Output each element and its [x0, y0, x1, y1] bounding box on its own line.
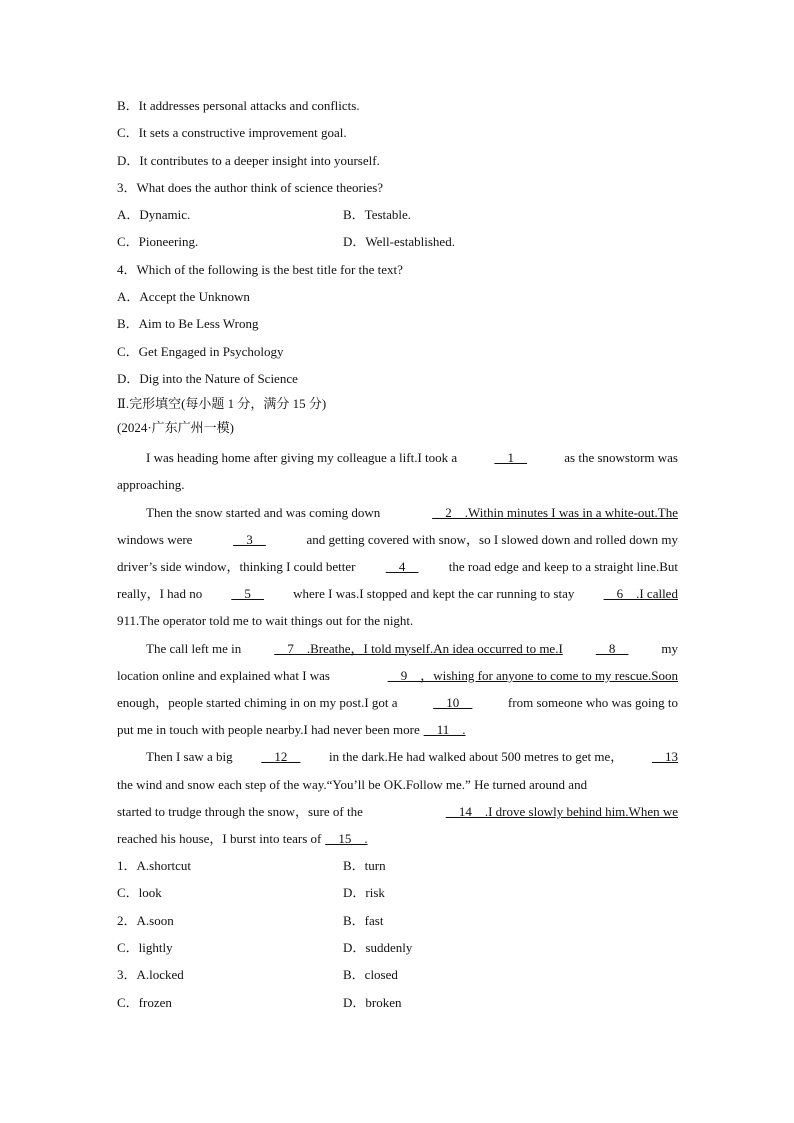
- passage-line: reached his house，I burst into tears of __15__.: [117, 825, 678, 852]
- q4-option-a: A．Accept the Unknown: [117, 289, 250, 305]
- q2-option-d: D．It contributes to a deeper insight into yourself.: [117, 152, 380, 168]
- passage-line: approaching.: [117, 477, 185, 493]
- blank-11: __11__.: [423, 722, 466, 738]
- cloze-passage: [117, 444, 678, 852]
- answer-option: D．risk: [343, 885, 385, 901]
- q3-option-d: D．Well-established.: [343, 234, 455, 250]
- answer-row: [117, 852, 678, 879]
- passage-line: The call left me in __7__.Breathe，I told myself.An idea occurred to me.I __8__ my: [117, 635, 678, 662]
- q2-option-c: C．It sets a constructive improvement goal.: [117, 125, 347, 141]
- q3-stem: 3．What does the author think of science theories?: [117, 179, 384, 195]
- answer-option: C．lightly: [117, 939, 173, 955]
- blank-8: __8__: [595, 640, 629, 656]
- passage-line: started to trudge through the snow，sure of the __14__.I drove slowly behind him.When we: [117, 798, 678, 825]
- document-page: [117, 92, 678, 1016]
- blank-12: __12__: [261, 749, 301, 765]
- q3-option-c: C．Pioneering.: [117, 234, 199, 250]
- q3-option-a: A．Dynamic.: [117, 207, 191, 223]
- passage-line: Then I saw a big __12__ in the dark.He had walked about 500 metres to get me， __13: [117, 743, 678, 770]
- passage-line: I was heading home after giving my colleague a lift.I took a __1__ as the snowstorm was: [117, 444, 678, 471]
- answer-option: B．turn: [343, 858, 386, 874]
- answer-row: [117, 879, 678, 906]
- q4-option-d: D．Dig into the Nature of Science: [117, 370, 298, 386]
- blank-15: __15__.: [325, 830, 368, 846]
- answer-option: B．fast: [343, 912, 384, 928]
- blank-2: __2__.Within minutes I was in a white-out.The: [432, 504, 678, 520]
- blank-7: __7__.Breathe，I told myself.An idea occurred to me.I: [274, 640, 563, 656]
- passage-line: location online and explained what I was __9__，wishing for anyone to come to my rescue.Soon: [117, 662, 678, 689]
- answer-option: 2．A.soon: [117, 912, 174, 928]
- passage-line: windows were __3__ and getting covered with snow，so I slowed down and rolled down my: [117, 526, 678, 553]
- section-title: Ⅱ.完形填空(每小题 1 分，满分 15 分): [117, 396, 327, 412]
- blank-5: __5__: [231, 586, 264, 602]
- q4-option-b: B．Aim to Be Less Wrong: [117, 316, 259, 332]
- answer-option: 3．A.locked: [117, 967, 184, 983]
- answer-option: C．look: [117, 885, 162, 901]
- q3-options-row-2: [117, 228, 678, 255]
- passage-line: really，I had no __5__ where I was.I stopped and kept the car running to stay __6__.I called: [117, 580, 678, 607]
- q4-stem: 4．Which of the following is the best title for the text?: [117, 261, 403, 277]
- q2-option-b: B．It addresses personal attacks and conflicts.: [117, 98, 360, 113]
- answer-row: [117, 934, 678, 961]
- blank-4: __4__: [385, 559, 419, 575]
- passage-line: Then the snow started and was coming down __2__.Within minutes I was in a white-out.The: [117, 499, 678, 526]
- answer-row: [117, 907, 678, 934]
- blank-10: __10__: [433, 694, 473, 710]
- answer-option: D．broken: [343, 994, 402, 1010]
- blank-14: __14__.I drove slowly behind him.When we: [445, 803, 678, 819]
- answer-option: 1．A.shortcut: [117, 858, 192, 874]
- section-source: (2024·广东广州一模): [117, 420, 234, 436]
- blank-13: __13: [651, 749, 678, 765]
- passage-line: put me in touch with people nearby.I had never been more __11__.: [117, 716, 678, 743]
- q4-option-c: C．Get Engaged in Psychology: [117, 343, 284, 359]
- blank-1: __1__: [494, 450, 527, 466]
- answer-row: [117, 989, 678, 1016]
- answer-option: C．frozen: [117, 994, 172, 1010]
- answer-option: B．closed: [343, 967, 398, 983]
- answer-options: [117, 852, 678, 1016]
- passage-line: driver’s side window，thinking I could better __4__ the road edge and keep to a straight line.But: [117, 553, 678, 580]
- passage-line: the wind and snow each step of the way.“You’ll be OK.Follow me.” He turned around and: [117, 776, 588, 792]
- passage-line: 911.The operator told me to wait things out for the night.: [117, 613, 414, 629]
- passage-line: enough，people started chiming in on my post.I got a __10__ from someone who was going to: [117, 689, 678, 716]
- answer-row: [117, 961, 678, 988]
- q3-option-b: B．Testable.: [343, 207, 412, 223]
- blank-3: __3__: [233, 531, 266, 547]
- answer-option: D．suddenly: [343, 939, 413, 955]
- blank-6: __6__.I called: [603, 586, 678, 602]
- blank-9: __9__，wishing for anyone to come to my rescue.Soon: [387, 667, 678, 683]
- q3-options-row-1: [117, 201, 678, 228]
